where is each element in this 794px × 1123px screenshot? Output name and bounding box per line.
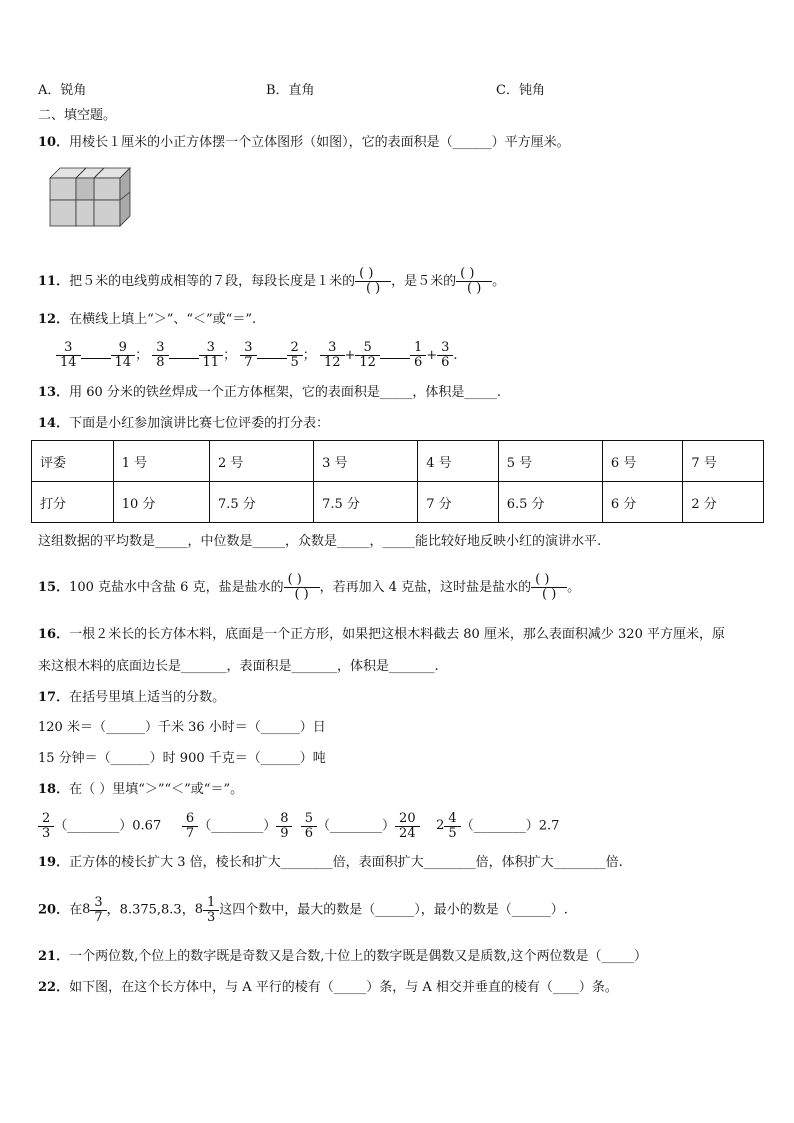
- score-table: [31, 440, 764, 523]
- numerator: 3: [244, 340, 253, 355]
- question-number: 15．: [38, 580, 70, 595]
- numerator: 9: [118, 340, 127, 355]
- denominator: 5: [444, 826, 460, 841]
- fraction: [184, 812, 196, 841]
- fraction: [289, 341, 301, 370]
- plus-sign: +: [426, 348, 438, 363]
- whole-part: 8: [82, 902, 91, 917]
- table-header-cell: 6 号: [602, 441, 683, 482]
- section-title: 二、填空题。: [38, 108, 117, 123]
- fraction: [205, 896, 217, 925]
- numerator: 1: [413, 340, 423, 355]
- denominator: ( ): [355, 281, 391, 296]
- table-cell: 7.5 分: [209, 482, 313, 523]
- plus-sign: +: [344, 348, 356, 363]
- question-text: 这四个数中，最大的数是（______），最小的数是（______）.: [219, 902, 568, 918]
- question-17: [38, 689, 225, 707]
- table-row: [32, 441, 764, 482]
- question-text: 在: [69, 902, 83, 918]
- question-text: ，是５米的: [391, 274, 457, 289]
- denominator: 12: [355, 355, 380, 370]
- fraction-blank[interactable]: [458, 267, 490, 296]
- question-12: [38, 311, 256, 329]
- question-number: 19．: [38, 855, 70, 870]
- question-number: 10．: [38, 135, 70, 150]
- fraction: [446, 812, 458, 841]
- denominator: 24: [395, 826, 420, 841]
- denominator: 12: [320, 355, 345, 370]
- answer-blank[interactable]: [257, 346, 287, 359]
- fraction: [154, 341, 166, 370]
- answer-blank[interactable]: [81, 346, 111, 359]
- mixed-number: [82, 890, 107, 930]
- option-c: C．钝角: [496, 83, 545, 98]
- denominator: 8: [152, 355, 168, 370]
- question-text: 100 克盐水中含盐 6 克，盐是盐水的: [69, 580, 284, 595]
- q17-row-1: 120 米＝（______）千米 36 小时＝（______）日: [38, 720, 326, 735]
- denominator: ( ): [456, 281, 492, 296]
- option-b: B．直角: [266, 83, 315, 98]
- numerator: 6: [185, 810, 195, 826]
- question-text: 下面是小红参加演讲比赛七位评委的打分表：: [69, 416, 330, 431]
- table-cell: 10 分: [113, 482, 209, 523]
- question-number: 21．: [38, 949, 70, 964]
- mixed-number: [195, 890, 220, 930]
- denominator: 6: [301, 826, 317, 841]
- question-number: 13．: [38, 385, 70, 400]
- answer-blank[interactable]: [169, 346, 199, 359]
- numerator: 4: [448, 810, 457, 826]
- numerator: 8: [280, 810, 289, 826]
- question-20: [38, 890, 568, 931]
- answer-blank[interactable]: （________）2.7: [460, 818, 560, 834]
- question-21: [38, 948, 647, 966]
- q17-row-2: 15 分钟＝（______）时 900 千克＝（______）吨: [38, 751, 326, 766]
- question-number: 22．: [38, 980, 70, 995]
- fraction: [303, 812, 315, 841]
- numerator: 2: [42, 810, 51, 826]
- question-text: 把５米的电线剪成相等的７段，每段长度是１米的: [69, 274, 356, 289]
- question-number: 16．: [38, 627, 70, 642]
- table-header-cell: 7 号: [683, 441, 764, 482]
- fraction: [58, 341, 79, 370]
- question-number: 14．: [38, 416, 70, 431]
- fraction-blank[interactable]: [286, 573, 318, 602]
- table-cell: 6.5 分: [498, 482, 602, 523]
- answer-blank[interactable]: （________）: [198, 818, 277, 834]
- denominator: 7: [182, 826, 198, 841]
- fraction: [92, 896, 104, 925]
- question-text: 一个两位数,个位上的数字既是奇数又是合数,十位上的数字既是偶数又是质数,这个两位数是（_____）: [69, 949, 647, 964]
- table-header-cell: 4 号: [418, 441, 499, 482]
- table-cell: 7 分: [418, 482, 499, 523]
- answer-blank[interactable]: （________）: [317, 818, 396, 834]
- numerator: 5: [304, 810, 314, 826]
- question-text: 。: [492, 274, 506, 289]
- q12-comparisons: [56, 338, 458, 374]
- fraction: [40, 812, 52, 841]
- question-18: [38, 781, 243, 799]
- question-number: 18．: [38, 782, 70, 797]
- q14-follow-up: 这组数据的平均数是_____，中位数是_____，众数是_____，_____能比较好地反映小红的演讲水平.: [38, 534, 602, 549]
- whole-part: 2: [436, 818, 445, 833]
- numerator: 1: [206, 894, 216, 910]
- question-number: 17．: [38, 690, 70, 705]
- option-a: A．锐角: [38, 83, 87, 98]
- q18-comparisons: [38, 806, 559, 847]
- table-header-cell: 1 号: [113, 441, 209, 482]
- numerator: ( ): [287, 572, 302, 587]
- question-19: [38, 854, 623, 872]
- fraction-blank[interactable]: [357, 267, 389, 296]
- denominator: ( ): [284, 587, 320, 602]
- question-text: 如下图，在这个长方体中，与 A 平行的棱有（_____）条，与 A 相交并垂直的棱有（____）条。: [69, 980, 618, 995]
- numerator: 20: [399, 810, 416, 826]
- question-text: 在横线上填上“＞”、“＜”或“＝”.: [69, 312, 257, 327]
- question-text: 用 60 分米的铁丝焊成一个正方体框架，它的表面积是_____，体积是_____.: [69, 385, 502, 400]
- numerator: 5: [363, 340, 372, 355]
- question-11: [38, 262, 505, 302]
- fraction: [397, 812, 418, 841]
- numerator: 3: [206, 340, 215, 355]
- table-cell: 6 分: [602, 482, 683, 523]
- question-number: 12．: [38, 312, 70, 327]
- question-22: [38, 979, 618, 997]
- answer-blank[interactable]: [380, 346, 410, 359]
- table-header-cell: 5 号: [498, 441, 602, 482]
- denominator: 6: [410, 355, 426, 370]
- question-text: 在括号里填上适当的分数。: [69, 690, 226, 705]
- fraction: [439, 341, 451, 370]
- question-number: 20．: [38, 902, 70, 918]
- fraction-blank[interactable]: [533, 573, 565, 602]
- numerator: ( ): [460, 266, 475, 281]
- denominator: 3: [38, 826, 54, 841]
- denominator: 7: [240, 355, 256, 370]
- question-text: ，若再加入 4 克盐，这时盐是盐水的: [319, 580, 532, 595]
- denominator: 14: [111, 355, 136, 370]
- numerator: 3: [328, 340, 337, 355]
- fraction: [412, 341, 424, 370]
- denominator: 3: [203, 910, 219, 925]
- mixed-number: [436, 806, 461, 846]
- numerator: 3: [64, 340, 73, 355]
- denominator: ( ): [531, 587, 567, 602]
- question-text: 正方体的棱长扩大 3 倍，棱长和扩大________倍，表面积扩大________倍，体积扩大________倍.: [69, 855, 623, 870]
- denominator: 14: [56, 355, 81, 370]
- question-number: 11．: [38, 274, 70, 289]
- fraction: [322, 341, 343, 370]
- denominator: 9: [276, 826, 292, 841]
- question-text: 用棱长１厘米的小正方体摆一个立体图形（如图），它的表面积是（______）平方厘米。: [69, 135, 570, 150]
- fraction: [357, 341, 378, 370]
- question-16: [38, 626, 725, 644]
- whole-part: 8: [194, 902, 203, 917]
- numerator: 2: [290, 340, 299, 355]
- question-13: [38, 384, 501, 402]
- question-text: 。: [567, 580, 581, 595]
- numerator: 3: [94, 894, 103, 910]
- numerator: 3: [441, 340, 450, 355]
- numerator: 3: [156, 340, 165, 355]
- separator: ；: [302, 348, 316, 363]
- question-text: 在（ ）里填“＞”“＜”或“＝”。: [69, 782, 244, 797]
- fraction: [113, 341, 134, 370]
- denominator: 5: [287, 355, 303, 370]
- denominator: 6: [437, 355, 453, 370]
- table-cell: 2 分: [683, 482, 764, 523]
- question-16-line2: 来这根木料的底面边长是_______，表面积是_______，体积是_______.: [38, 659, 439, 674]
- table-header-cell: 评委: [32, 441, 114, 482]
- question-10: [38, 134, 570, 152]
- cube-figure: [42, 164, 132, 234]
- denominator: 11: [199, 355, 224, 370]
- table-header-cell: 2 号: [209, 441, 313, 482]
- table-row: [32, 482, 764, 523]
- numerator: ( ): [535, 572, 550, 587]
- separator: ；: [135, 348, 149, 363]
- period: .: [453, 348, 458, 363]
- table-cell: 7.5 分: [314, 482, 418, 523]
- question-14: [38, 415, 329, 433]
- denominator: 7: [90, 910, 106, 925]
- question-text: ，8.375,8.3，: [106, 902, 195, 918]
- table-header-cell: 3 号: [314, 441, 418, 482]
- question-text: 一根２米长的长方体木料，底面是一个正方形，如果把这根木料截去 80 厘米，那么表面积减少 320 平方厘米，原: [69, 627, 725, 642]
- question-15: [38, 568, 580, 608]
- table-cell: 打分: [32, 482, 114, 523]
- answer-blank[interactable]: （________）0.67: [54, 818, 162, 834]
- fraction: [201, 341, 222, 370]
- numerator: ( ): [359, 266, 374, 281]
- fraction: [242, 341, 254, 370]
- fraction: [278, 812, 290, 841]
- separator: ；: [223, 348, 237, 363]
